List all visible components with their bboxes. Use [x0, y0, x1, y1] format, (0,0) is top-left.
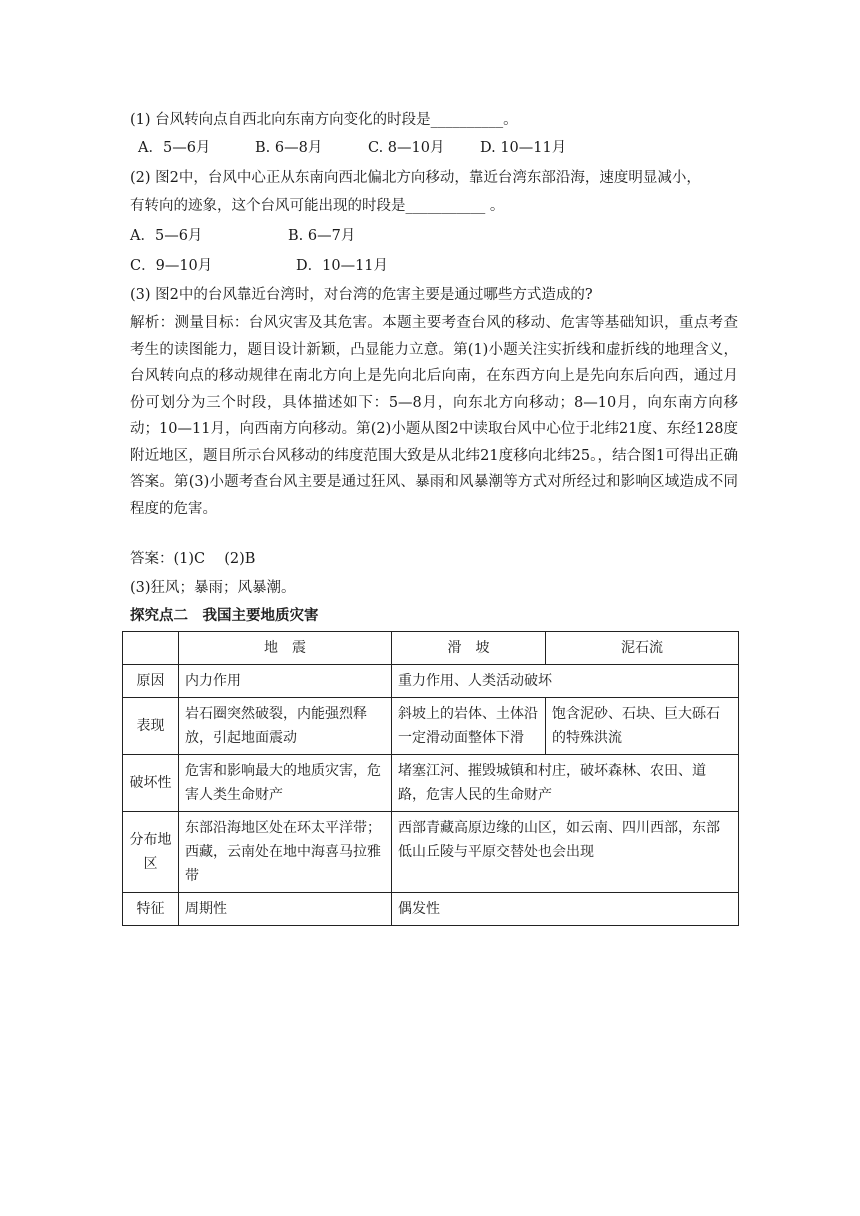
- cell-manifestation-earthquake: 岩石圈突然破裂，内能强烈释放，引起地面震动: [179, 698, 392, 755]
- question-2-options-row2: [130, 256, 388, 276]
- cell-distribution-landslide-debris: 西部青藏高原边缘的山区，如云南、四川西部，东部低山丘陵与平原交替处也会出现: [392, 812, 739, 893]
- option-c: C. 8—10月: [368, 140, 445, 156]
- row-label-feature: 特征: [123, 893, 179, 926]
- table-row-manifestation: [123, 698, 739, 755]
- row-label-destructiveness: 破坏性: [123, 755, 179, 812]
- option-d: D．10—11月: [296, 258, 389, 274]
- cell-distribution-earthquake: 东部沿海地区处在环太平洋带；西藏，云南处在地中海喜马拉雅带: [179, 812, 392, 893]
- question-1-options: [138, 138, 566, 158]
- cell-destructiveness-landslide-debris: 堵塞江河、摧毁城镇和村庄，破坏森林、农田、道路，危害人民的生命财产: [392, 755, 739, 812]
- option-b: B. 6—8月: [255, 140, 323, 156]
- header-earthquake: 地 震: [179, 632, 392, 665]
- question-2-options-row1: [130, 226, 355, 246]
- geological-disaster-table: [122, 631, 739, 926]
- header-landslide: 滑 坡: [392, 632, 546, 665]
- answer-line-1: 答案：(1)C (2)B: [130, 551, 256, 567]
- cell-manifestation-debris-flow: 饱含泥砂、石块、巨大砾石的特殊洪流: [546, 698, 739, 755]
- analysis-paragraph: 解析：测量目标：台风灾害及其危害。本题主要考查台风的移动、危害等基础知识，重点考查考生的读图能力，题目设计新颖，凸显能力立意。第(1)小题关注实折线和虚折线的地理含义，台风转向点的移动规律在南北方向上是先向北后向南，在东西方向上是先向东后向西，通过月份可划分为三个时段，具体描述如下：5—8月，向东北方向移动；8—10月，向东南方向移动；10—11月，向西南方向移动。第(2)小题从图2中读取台风中心位于北纬21度、东经128度附近地区，题目所示台风移动的纬度范围大致是从北纬21度移向北纬25。，结合图1可得出正确答案。第(3)小题考查台风主要是通过狂风、暴雨和风暴潮等方式对所经过和影响区域造成不同程度的危害。: [130, 315, 738, 517]
- option-a: A．5—6月: [130, 228, 203, 244]
- cell-feature-earthquake: 周期性: [179, 893, 392, 926]
- table-row-distribution: [123, 812, 739, 893]
- table-row-feature: [123, 893, 739, 926]
- cell-destructiveness-earthquake: 危害和影响最大的地质灾害，危害人类生命财产: [179, 755, 392, 812]
- question-2-stem-line2: 有转向的迹象，这个台风可能出现的时段是___________ 。: [130, 198, 505, 214]
- cell-feature-landslide-debris: 偶发性: [392, 893, 739, 926]
- question-3-stem: (3) 图2中的台风靠近台湾时，对台湾的危害主要是通过哪些方式造成的?: [130, 287, 593, 303]
- cell-cause-earthquake: 内力作用: [179, 665, 392, 698]
- answer-line-2: (3)狂风；暴雨；风暴潮。: [130, 580, 296, 596]
- option-a: A．5—6月: [138, 140, 211, 156]
- header-blank: [123, 632, 179, 665]
- option-c: C．9—10月: [130, 258, 213, 274]
- option-b: B. 6—7月: [288, 228, 356, 244]
- question-2-stem-line1: (2) 图2中，台风中心正从东南向西北偏北方向移动，靠近台湾东部沿海，速度明显减小，: [130, 170, 701, 186]
- section-title: 探究点二 我国主要地质灾害: [130, 607, 319, 624]
- table-row-destructiveness: [123, 755, 739, 812]
- row-label-manifestation: 表现: [123, 698, 179, 755]
- question-1-stem: (1) 台风转向点自西北向东南方向变化的时段是__________。: [130, 112, 518, 128]
- row-label-cause: 原因: [123, 665, 179, 698]
- option-d: D. 10—11月: [480, 140, 567, 156]
- table-header-row: [123, 632, 739, 665]
- header-debris-flow: 泥石流: [546, 632, 739, 665]
- cell-manifestation-landslide: 斜坡上的岩体、土体沿一定滑动面整体下滑: [392, 698, 546, 755]
- cell-cause-landslide-debris: 重力作用、人类活动破坏: [392, 665, 739, 698]
- row-label-distribution: 分布地区: [123, 812, 179, 893]
- table-row-cause: [123, 665, 739, 698]
